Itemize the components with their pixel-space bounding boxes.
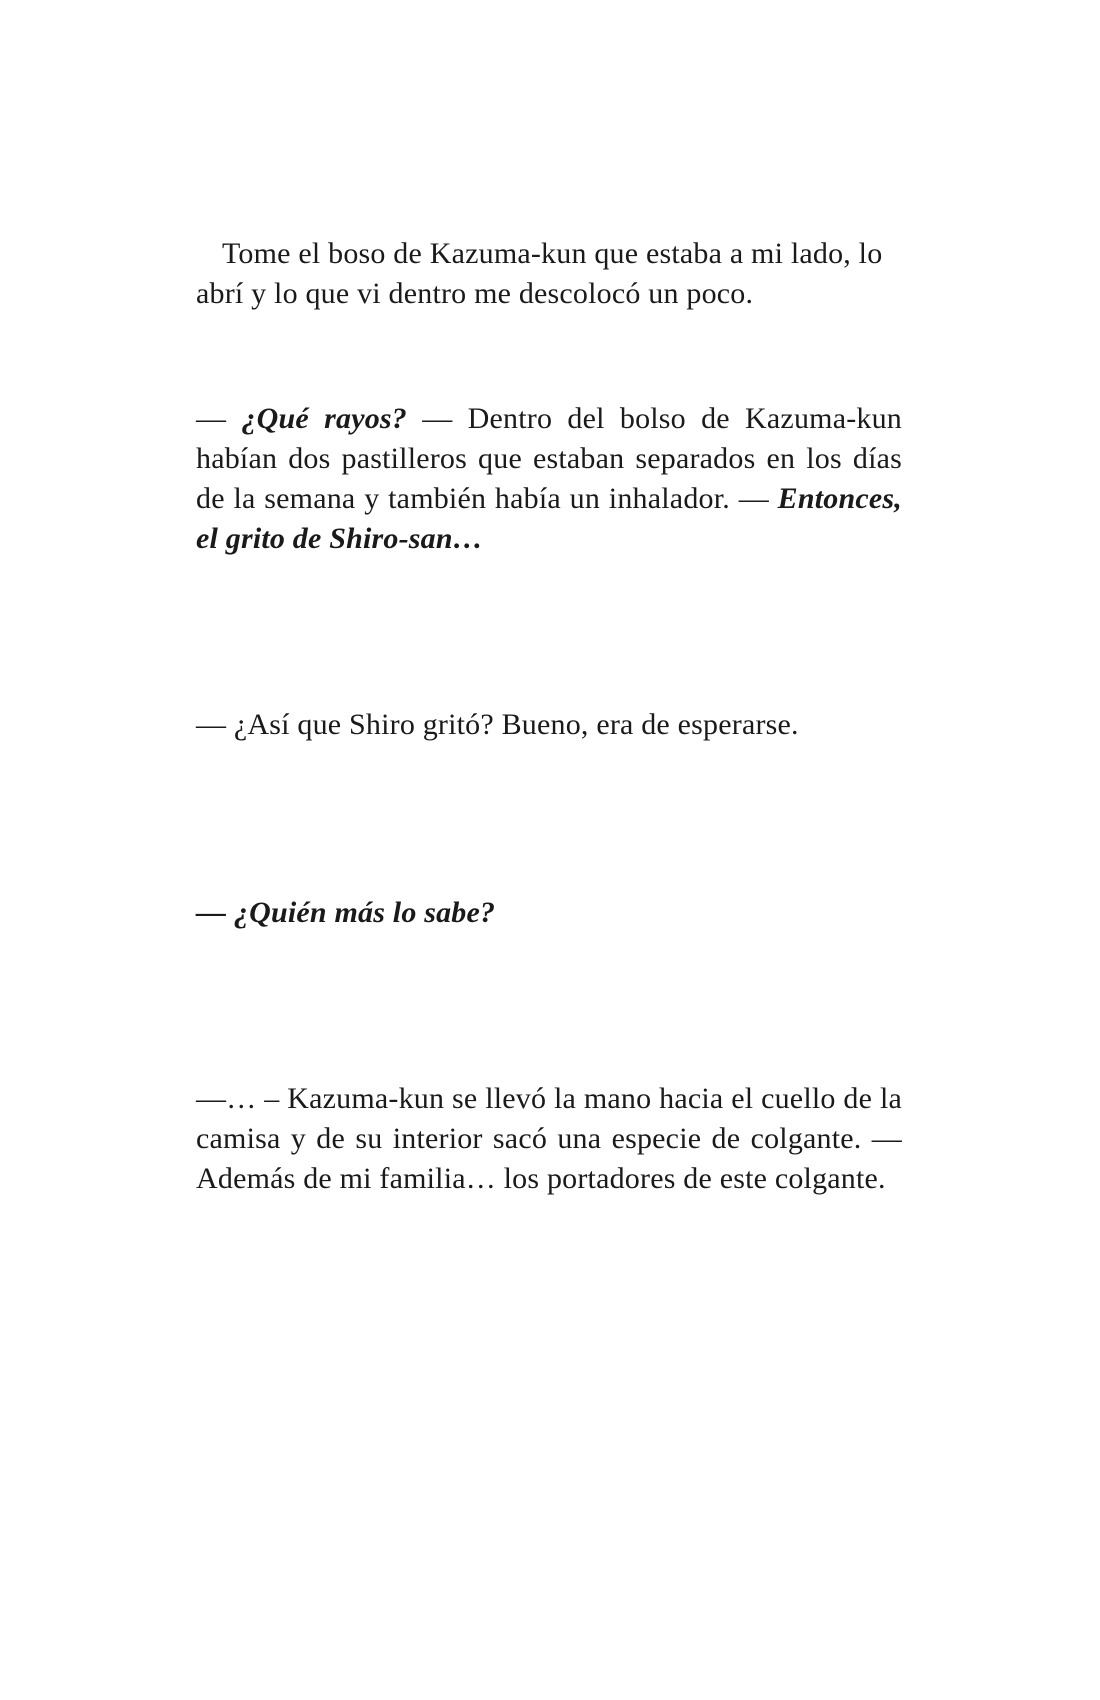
emphasized-thought: ¿Qué rayos? [241,402,407,435]
paragraph-dialogue-shiro [196,705,902,745]
paragraph-dialogue-pendant [196,1079,902,1199]
paragraph-text: Tome el boso de Kazuma-kun que estaba a mi lado, lo abrí y lo que vi dentro me descolocó un poco. [196,237,883,310]
dialogue-dash: — [196,896,234,929]
dialogue-dash: — [196,402,242,435]
emphasized-thought: Entonces, el grito de Shiro-san… [196,482,902,555]
paragraph-text: —… – Kazuma-kun se llevó la mano hacia el cuello de la camisa y de su interior sacó una especie de colgante. — Además de mi familia… los portadores de este colgante. [196,1082,902,1195]
paragraph-narration-bag [196,234,902,314]
paragraph-text: — ¿Así que Shiro gritó? Bueno, era de esperarse. [196,708,799,741]
paragraph-text: — Dentro del bolso de Kazuma-kun habían dos pastilleros que estaban separados en los días de la semana y también había un inhalador. — [196,402,902,515]
paragraph-dialogue-what [196,399,902,559]
paragraph-dialogue-who [196,893,902,933]
emphasized-thought: ¿Quién más lo sabe? [233,896,496,929]
